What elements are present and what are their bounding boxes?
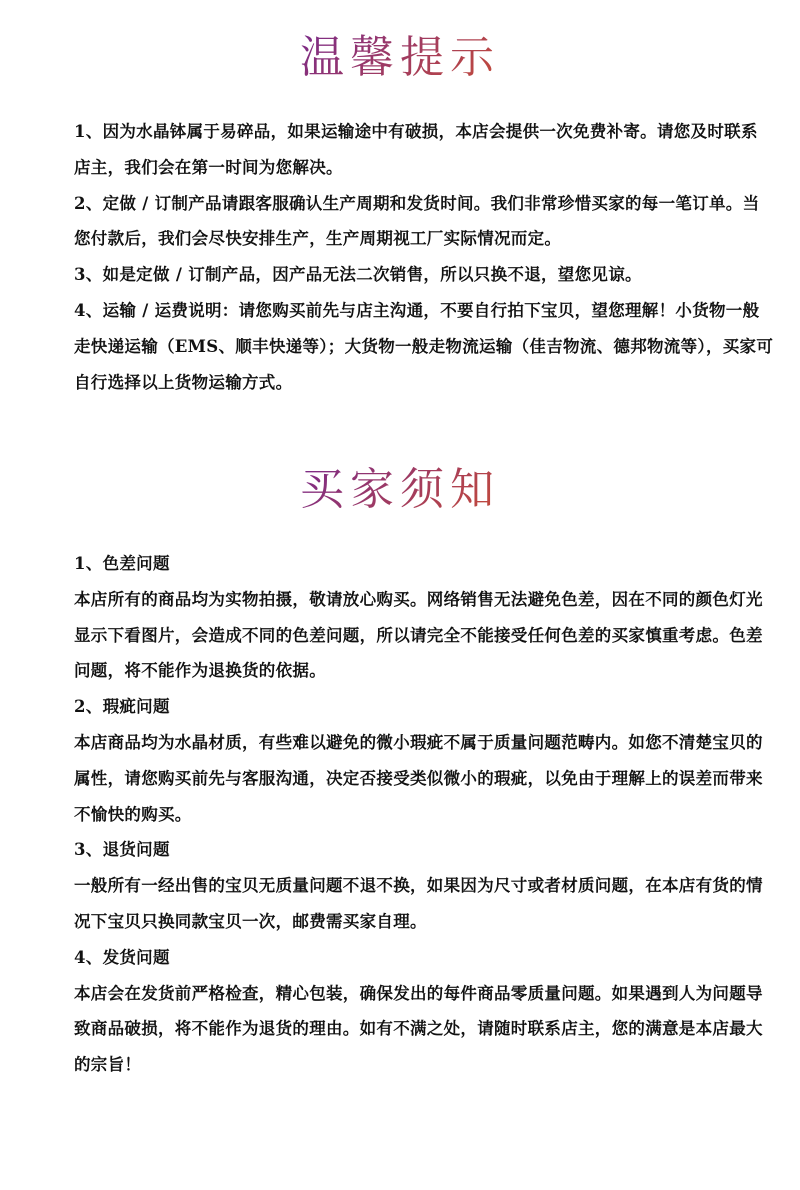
notice-section-flaws [74, 689, 774, 832]
notice-list [74, 546, 774, 1083]
notice-heading: 1、色差问题 [74, 554, 170, 573]
tip-item-1: 1、因为水晶钵属于易碎品，如果运输途中有破损，本店会提供一次免费补寄。请您及时联系店主，我们会在第一时间为您解决。 [74, 122, 758, 177]
tip-item-3: 3、如是定做 / 订制产品，因产品无法二次销售，所以只换不退，望您见谅。 [74, 265, 642, 285]
tips-title: 温馨提示 [0, 30, 800, 86]
notice-heading: 2、瑕疵问题 [74, 697, 170, 717]
notice-body: 本店会在发货前严格检查，精心包装，确保发出的每件商品零质量问题。如果遇到人为问题导致商品破损，将不能作为退货的理由。如有不满之处，请随时联系店主，您的满意是本店最大的宗旨！ [74, 983, 763, 1075]
notice-body: 一般所有一经出售的宝贝无质量问题不退不换，如果因为尺寸或者材质问题，在本店有货的情况下宝贝只换同款宝贝一次，邮费需买家自理。 [74, 876, 763, 931]
notice-body: 本店所有的商品均为实物拍摄，敬请放心购买。网络销售无法避免色差，因在不同的颜色灯光显示下看图片，会造成不同的色差问题，所以请完全不能接受任何色差的买家慎重考虑。色差问题，将不能作为退换货的依据。 [74, 589, 763, 681]
tip-item-2: 2、定做 / 订制产品请跟客服确认生产周期和发货时间。我们非常珍惜买家的每一笔订单。当您付款后，我们会尽快安排生产，生产周期视工厂实际情况而定。 [74, 193, 760, 249]
notice-heading: 4、发货问题 [74, 947, 170, 967]
notice-heading: 3、退货问题 [74, 840, 170, 860]
notice-title: 买家须知 [0, 462, 800, 518]
tips-list [74, 114, 774, 400]
notice-section-returns [74, 832, 774, 939]
tip-item-4: 4、运输 / 运费说明：请您购买前先与店主沟通，不要自行拍下宝贝，望您理解！小货物一般走快递运输（EMS、顺丰快递等）；大货物一般走物流运输（佳吉物流、德邦物流等），买家可自行选择以上货物运输方式。 [74, 300, 774, 392]
notice-body: 本店商品均为水晶材质，有些难以避免的微小瑕疵不属于质量问题范畴内。如您不清楚宝贝的属性，请您购买前先与客服沟通，决定否接受类似微小的瑕疵，以免由于理解上的误差而带来不愉快的购买。 [74, 732, 763, 824]
notice-section-color-difference [74, 546, 774, 689]
notice-section-shipping [74, 940, 774, 1083]
